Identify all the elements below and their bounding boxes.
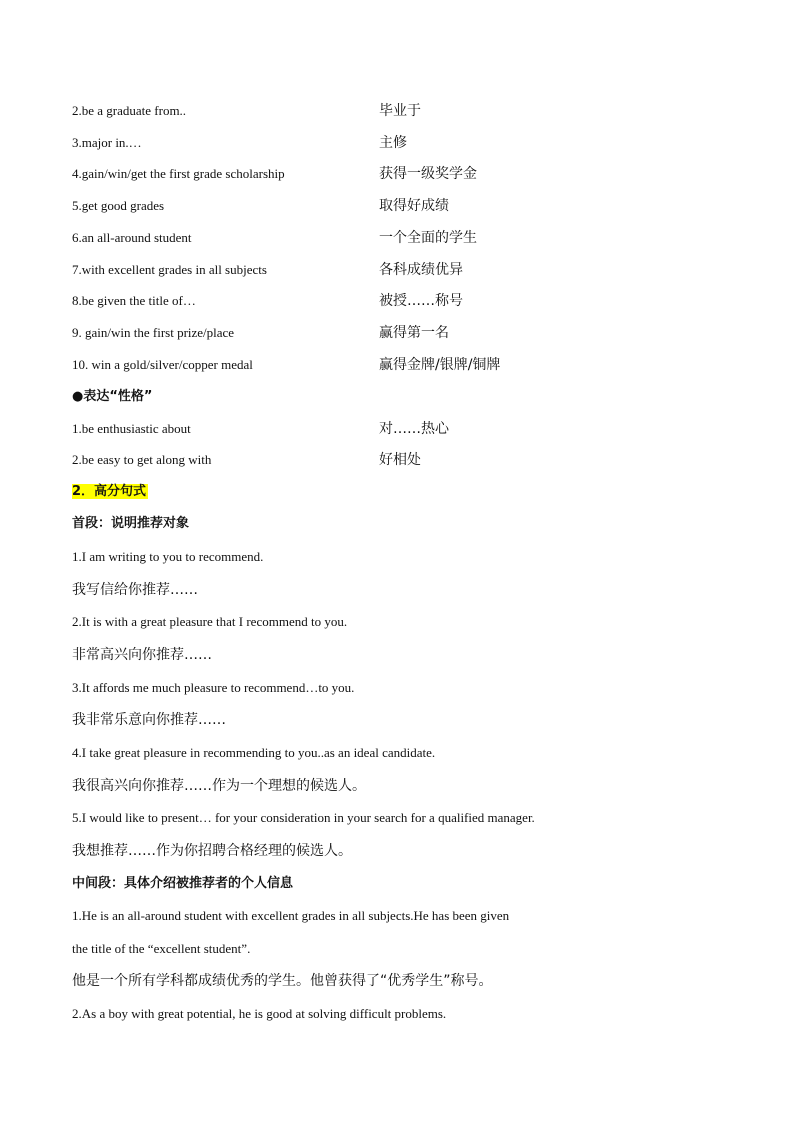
vocab-row bbox=[72, 355, 722, 375]
vocab-row bbox=[72, 101, 722, 121]
sentence-chinese: 非常高兴向你推荐…… bbox=[72, 647, 212, 663]
vocab-english: 1.be enthusiastic about bbox=[72, 421, 191, 436]
sentence-english: 5.I would like to present… for your consideration in your search for a qualified manager. bbox=[72, 810, 535, 825]
vocab-chinese: 对……热心 bbox=[379, 421, 449, 437]
vocab-english: 4.gain/win/get the first grade scholarship bbox=[72, 166, 285, 181]
sentence-english: 1.I am writing to you to recommend. bbox=[72, 549, 264, 564]
vocab-row bbox=[72, 419, 722, 439]
vocab-row bbox=[72, 450, 722, 470]
vocab-english: 9. gain/win the first prize/place bbox=[72, 325, 235, 340]
sentence-chinese: 我想推荐……作为你招聘合格经理的候选人。 bbox=[72, 843, 352, 859]
vocab-row bbox=[72, 133, 722, 153]
vocab-row bbox=[72, 164, 722, 184]
middle-heading: 中间段：具体介绍被推荐者的个人信息 bbox=[72, 876, 294, 891]
vocab-english: 6.an all-around student bbox=[72, 230, 192, 245]
sentence-english: 3.It affords me much pleasure to recommend…to you. bbox=[72, 680, 355, 695]
vocab-chinese: 毕业于 bbox=[379, 103, 421, 119]
sentence-english: 2.It is with a great pleasure that I recommend to you. bbox=[72, 614, 348, 629]
vocab-english: 8.be given the title of… bbox=[72, 293, 196, 308]
sentence-english: 2.As a boy with great potential, he is good at solving difficult problems. bbox=[72, 1006, 447, 1021]
vocab-row bbox=[72, 260, 722, 280]
opening-heading: 首段：说明推荐对象 bbox=[72, 516, 190, 531]
vocab-english: 3.major in.… bbox=[72, 135, 142, 150]
vocab-chinese: 取得好成绩 bbox=[379, 198, 449, 214]
section-heading bbox=[72, 482, 148, 502]
vocab-chinese: 一个全面的学生 bbox=[379, 230, 477, 246]
vocab-english: 2.be a graduate from.. bbox=[72, 103, 187, 118]
vocab-english: 10. win a gold/silver/copper medal bbox=[72, 357, 253, 372]
vocab-chinese: 各科成绩优异 bbox=[379, 262, 463, 278]
vocab-chinese: 好相处 bbox=[379, 452, 421, 468]
vocab-english: 2.be easy to get along with bbox=[72, 452, 212, 467]
vocab-english: 7.with excellent grades in all subjects bbox=[72, 262, 267, 277]
vocab-chinese: 赢得金牌/银牌/铜牌 bbox=[379, 357, 501, 373]
vocab-row bbox=[72, 291, 722, 311]
vocab-row bbox=[72, 323, 722, 343]
vocab-row bbox=[72, 196, 722, 216]
sentence-english: 4.I take great pleasure in recommending to you..as an ideal candidate. bbox=[72, 745, 436, 760]
sentence-chinese: 他是一个所有学科都成绩优秀的学生。他曾获得了“优秀学生”称号。 bbox=[72, 973, 493, 989]
sentence-english: 1.He is an all-around student with excellent grades in all subjects.He has been given bbox=[72, 908, 510, 923]
sentence-english: the title of the “excellent student”. bbox=[72, 941, 251, 956]
vocab-chinese: 被授……称号 bbox=[379, 293, 463, 309]
vocab-row bbox=[72, 228, 722, 248]
vocab-chinese: 赢得第一名 bbox=[379, 325, 449, 341]
sentence-chinese: 我很高兴向你推荐……作为一个理想的候选人。 bbox=[72, 778, 366, 794]
sentence-chinese: 我非常乐意向你推荐…… bbox=[72, 712, 226, 728]
vocab-english: 5.get good grades bbox=[72, 198, 165, 213]
section-heading-text: 2．高分句式 bbox=[72, 484, 147, 499]
sentence-chinese: 我写信给你推荐…… bbox=[72, 582, 198, 598]
vocab-chinese: 获得一级奖学金 bbox=[379, 166, 477, 182]
vocab-chinese: 主修 bbox=[379, 135, 407, 151]
character-heading: ●表达“性格” bbox=[72, 389, 153, 404]
